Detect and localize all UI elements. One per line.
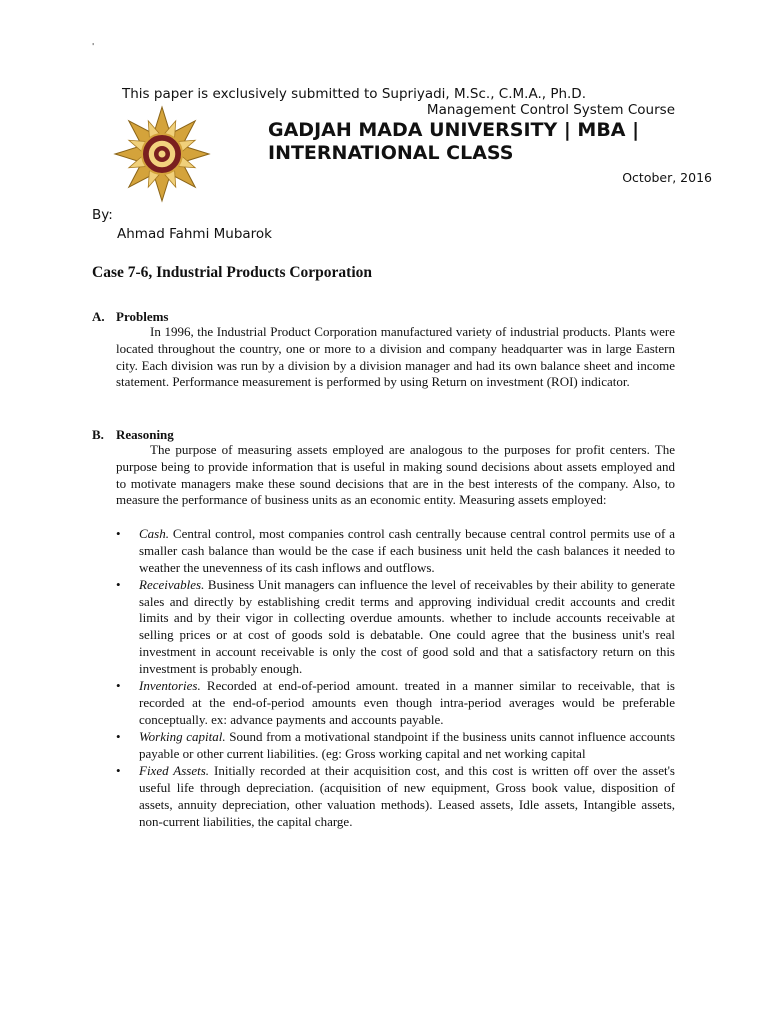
item-text: Business Unit managers can influence the level of receivables by their ability to generate sales and directly by establishing credit terms and approving individual credit accounts and credit limits and by their vigor in collecting overdue amounts. whether to include accounts receivable at selling prices or at cost of goods sold is debatable. One could agree that the business unit's real investment in account receivable is only the cost of good sold and that a satisfactory return on this investment is probably enough. [139, 576, 675, 676]
list-item [116, 729, 675, 763]
section-heading-problems [92, 309, 168, 325]
item-term: Inventories. [139, 678, 201, 694]
reasoning-text: The purpose of measuring assets employed are analogous to the purposes for profit centers. The purpose being to provide information that is useful in making sound decisions about assets employed and to motivate managers make these sound decisions that are in the best interests of the company. Also, to measure the performance of business units as an economic entity. Measuring assets employed: [116, 442, 675, 508]
bullet-icon: • [116, 678, 121, 694]
case-title: Case 7-6, Industrial Products Corporation [92, 264, 373, 281]
university-title-line2: INTERNATIONAL CLASS [268, 142, 514, 164]
item-text: Central control, most companies control cash centrally because central control permits use of a smaller cash balance than would be the case if each business unit held the cash balances it needed to weather the unevenness of its cash inflows and outflows. [139, 526, 675, 575]
item-term: Working capital. [139, 729, 226, 745]
item-text: Sound from a motivational standpoint if the business units cannot influence accounts payable or other current liabilities. (eg: Gross working capital and net working capital [139, 729, 675, 761]
university-seal-icon [112, 104, 212, 204]
section-title: Reasoning [116, 427, 174, 442]
item-text: Initially recorded at their acquisition cost, and this cost is written off over the asset's useful life through depreciation. (acquisition of new equipment, Gross book value, disposition of assets, annuity depreciation, other valuation methods). Leased assets, Idle assets, Intangible assets, non-current liabilities, the capital charge. [139, 763, 675, 829]
course-line: Management Control System Course [426, 102, 675, 118]
list-item [116, 678, 675, 728]
stray-mark: ' [92, 42, 95, 51]
document-date: October, 2016 [622, 170, 712, 185]
reasoning-paragraph [116, 442, 675, 509]
by-label: By: [92, 207, 113, 223]
submission-line: This paper is exclusively submitted to Supriyadi, M.Sc., C.M.A., Ph.D. [122, 86, 586, 102]
assets-list [116, 526, 675, 831]
item-text: Recorded at end-of-period amount. treated in a manner similar to receivable, that is recorded at the end-of-period amounts even though intra-period averages would be preferable conceptually. ex: advance payments and accounts payable. [139, 678, 675, 727]
item-term: Cash. [139, 526, 169, 541]
university-title-line1: GADJAH MADA UNIVERSITY | MBA | [268, 119, 640, 141]
section-title: Problems [116, 309, 169, 324]
section-number: B. [92, 427, 104, 442]
bullet-icon: • [116, 526, 121, 541]
list-item [116, 577, 675, 678]
list-item [116, 526, 675, 576]
section-heading-reasoning [92, 427, 174, 443]
list-item [116, 763, 675, 830]
item-term: Receivables. [139, 576, 205, 592]
bullet-icon: • [116, 763, 121, 779]
bullet-icon: • [116, 729, 121, 745]
seal-graphic [112, 104, 212, 204]
bullet-icon: • [116, 576, 121, 592]
author-name: Ahmad Fahmi Mubarok [117, 226, 272, 242]
section-number: A. [92, 309, 105, 324]
problems-paragraph [116, 324, 675, 391]
item-term: Fixed Assets. [139, 763, 210, 779]
university-title [268, 119, 698, 165]
problems-text: In 1996, the Industrial Product Corporation manufactured variety of industrial products. Plants were located throughout the country, one or more to a division and company headquarter was in large Eastern city. Each division was run by a division by a division manager and had its own balance sheet and income statement. Performance measurement is performed by using Return on investment (ROI) indicator. [116, 324, 675, 390]
